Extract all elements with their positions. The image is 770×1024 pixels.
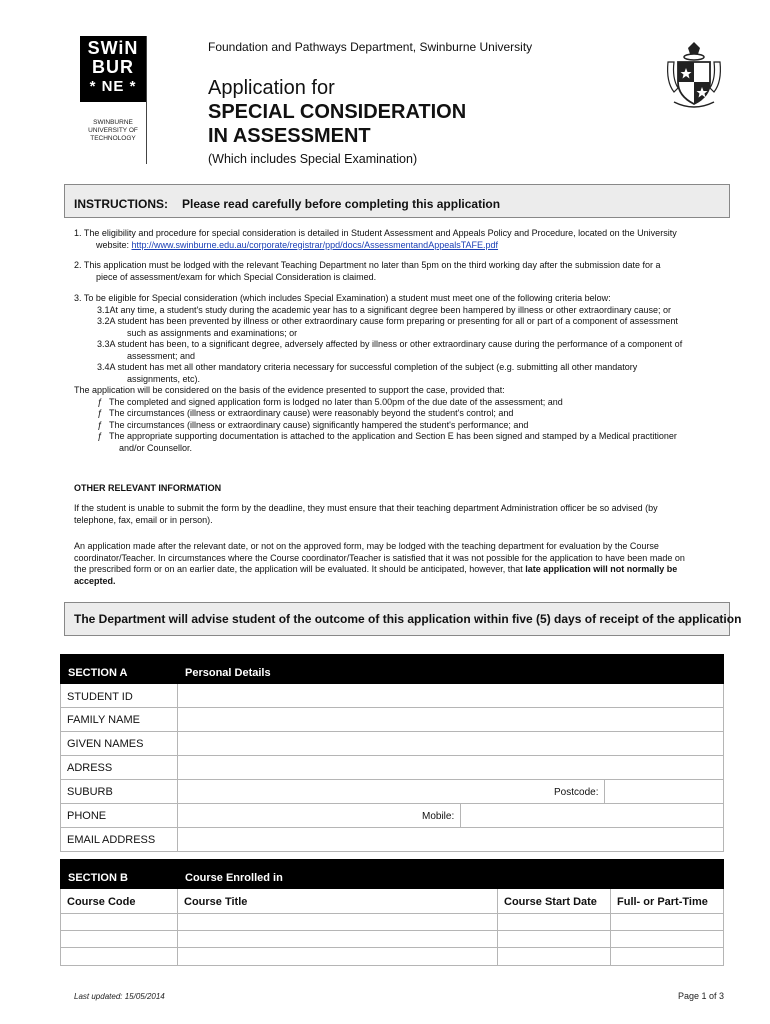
consideration-text: The application will be considered on the basis of the evidence presented to support the case, provided that: [74, 385, 505, 395]
condition-3 [74, 420, 734, 432]
item-2-line-b: piece of assessment/exam for which Special Consideration is claimed. [96, 271, 377, 282]
criterion-3-2-b: such as assignments and examinations; or [127, 327, 298, 338]
section-a-header [60, 654, 724, 684]
address-field[interactable] [178, 756, 723, 779]
title-line-3: IN ASSESSMENT [208, 125, 371, 147]
given-names-field[interactable] [178, 732, 723, 755]
suburb-label: SUBURB [67, 786, 113, 798]
suburb-field[interactable] [178, 780, 548, 803]
section-a-label: SECTION A [68, 667, 128, 679]
university-logo [80, 36, 146, 102]
phone-label: PHONE [67, 810, 107, 822]
condition-2 [74, 408, 734, 420]
section-b-title: Course Enrolled in [185, 872, 283, 884]
other-info-paragraph-2 [74, 541, 734, 587]
instructions-label: INSTRUCTIONS: [74, 197, 168, 211]
condition-4-line-b: and/or Counsellor. [119, 442, 193, 453]
family-name-label: FAMILY NAME [67, 714, 140, 726]
department-name: Foundation and Pathways Department, Swinburne University [208, 40, 533, 54]
late-warning-text: late application will not normally be [525, 564, 678, 574]
address-label: ADRESS [67, 762, 113, 774]
item-2 [74, 260, 734, 283]
title-line-1: Application for [208, 77, 335, 99]
other-info-p2-a: An application made after the relevant date, or not on the approved form, may be lodged with the teaching department for evaluation by the Course [74, 541, 659, 551]
page-subtitle: (Which includes Special Examination) [208, 152, 418, 166]
item-2-line-a: 2. This application must be lodged with the relevant Teaching Department no later than 5pm on the third working day after the submission date for a [74, 260, 661, 270]
table-border [723, 684, 724, 852]
logo-sub-line-3: TECHNOLOGY [90, 135, 136, 142]
postcode-field[interactable] [605, 780, 723, 803]
course-code-header: Course Code [67, 896, 136, 908]
full-part-time-header: Full- or Part-Time [617, 896, 708, 908]
email-address-field[interactable] [178, 828, 723, 851]
condition-2-text: The circumstances (illness or extraordinary cause) were reasonably beyond the student's control; and [109, 408, 514, 418]
criterion-3-4-a: 3.4A student has met all other mandatory criteria necessary for successful completion of the subject (e.g. submitting all other mandatory [97, 362, 638, 372]
other-info-p1-b: telephone, fax, email or in person). [74, 514, 213, 525]
table-border [60, 684, 61, 852]
condition-1 [74, 397, 734, 409]
family-name-field[interactable] [178, 708, 723, 731]
logo-line-1: SWiN [87, 38, 139, 58]
table-border [723, 889, 724, 966]
item-1-line-b [74, 240, 734, 252]
other-info-heading: OTHER RELEVANT INFORMATION [74, 483, 222, 493]
bullet-icon: ƒ [97, 431, 103, 441]
logo-sub-line-2: UNIVERSITY OF [88, 127, 138, 134]
postcode-label: Postcode: [554, 787, 599, 798]
item-1 [74, 228, 734, 251]
mobile-field[interactable] [461, 804, 723, 827]
other-info-p1-a: If the student is unable to submit the form by the deadline, they must ensure that their teaching department Administration officer be so advised (by [74, 503, 658, 513]
policy-link[interactable]: http://www.swinburne.edu.au/corporate/registrar/ppd/docs/AssessmentandAppealsTAFE.pdf [131, 239, 499, 250]
title-line-2: SPECIAL CONSIDERATION [208, 101, 467, 123]
item-1-line-a: 1. The eligibility and procedure for special consideration is detailed in Student Assessment and Appeals Policy and Procedure, located on the University [74, 228, 677, 238]
phone-field[interactable] [178, 804, 418, 827]
other-info-p2-c [74, 564, 734, 576]
criterion-3-4-b: assignments, etc). [127, 373, 201, 384]
crest-icon [664, 40, 724, 112]
logo-sub-line-1: SWINBURNE [93, 119, 133, 126]
section-a-title: Personal Details [185, 667, 271, 679]
bullet-icon: ƒ [97, 396, 103, 407]
course-row[interactable] [61, 931, 723, 947]
course-start-date-header: Course Start Date [504, 896, 597, 908]
criterion-3-3-b: assessment; and [127, 350, 196, 361]
given-names-label: GIVEN NAMES [67, 738, 144, 750]
instructions-text: Please read carefully before completing this application [182, 197, 501, 211]
criterion-3-1: 3.1At any time, a student's study during the academic year has to a significant degree been hampered by illness or other extraordinary cause; or [97, 304, 672, 315]
condition-3-text: The circumstances (illness or extraordinary cause) significantly hampered the student's performance; and [109, 419, 529, 430]
student-id-field[interactable] [178, 684, 723, 707]
student-id-label: STUDENT ID [67, 691, 133, 703]
section-b-header [60, 859, 724, 889]
item-3 [74, 293, 734, 454]
criterion-3-2-a: 3.2A student has been prevented by illness or other extraordinary cause form preparing or presenting for all or part of a component of assessment [97, 316, 678, 326]
outcome-text: The Department will advise student of the outcome of this application within five (5) days of receipt of the application [74, 612, 742, 626]
logo-subtitle [80, 119, 146, 143]
condition-4 [74, 431, 734, 443]
course-row[interactable] [61, 914, 723, 930]
page-title [208, 76, 466, 148]
row-divider [60, 851, 724, 852]
item-1-website-label: website: [96, 239, 132, 250]
logo-line-3: * NE * [89, 78, 137, 95]
bullet-icon: ƒ [97, 419, 103, 430]
page-number: Page 1 of 3 [678, 991, 725, 1001]
condition-4-text: The appropriate supporting documentation is attached to the application and Section E has been signed and stamped by a Medical practitioner [109, 431, 677, 441]
logo-divider [146, 36, 147, 164]
criterion-3-3-a: 3.3A student has been, to a significant degree, adversely affected by illness or other extraordinary cause during the performance of a component of [97, 339, 683, 349]
course-row[interactable] [61, 948, 723, 965]
other-info-p2-d: accepted. [74, 575, 116, 586]
section-b-label: SECTION B [68, 872, 128, 884]
condition-1-text: The completed and signed application form is lodged no later than 5.00pm of the due date of the assessment; and [109, 396, 563, 407]
last-updated: Last updated: 15/05/2014 [74, 992, 165, 1001]
logo-line-2: BUR [92, 57, 134, 77]
mobile-label: Mobile: [422, 811, 455, 822]
other-info-p2-b: coordinator/Teacher. In circumstances where the Course coordinator/Teacher is satisfied that it was not possible for the application to have been made on [74, 552, 685, 563]
email-address-label: EMAIL ADDRESS [67, 834, 156, 846]
course-title-header: Course Title [184, 896, 248, 908]
item-3-line: 3. To be eligible for Special consideration (which includes Special Examination) a student must meet one of the following criteria below: [74, 293, 611, 303]
other-info-p2-c-text: the prescribed form or on an earlier date, the application will be evaluated. It should be anticipated, however, that [74, 564, 526, 574]
bullet-icon: ƒ [97, 408, 103, 418]
row-divider [60, 965, 724, 966]
other-info-paragraph-1 [74, 503, 734, 526]
